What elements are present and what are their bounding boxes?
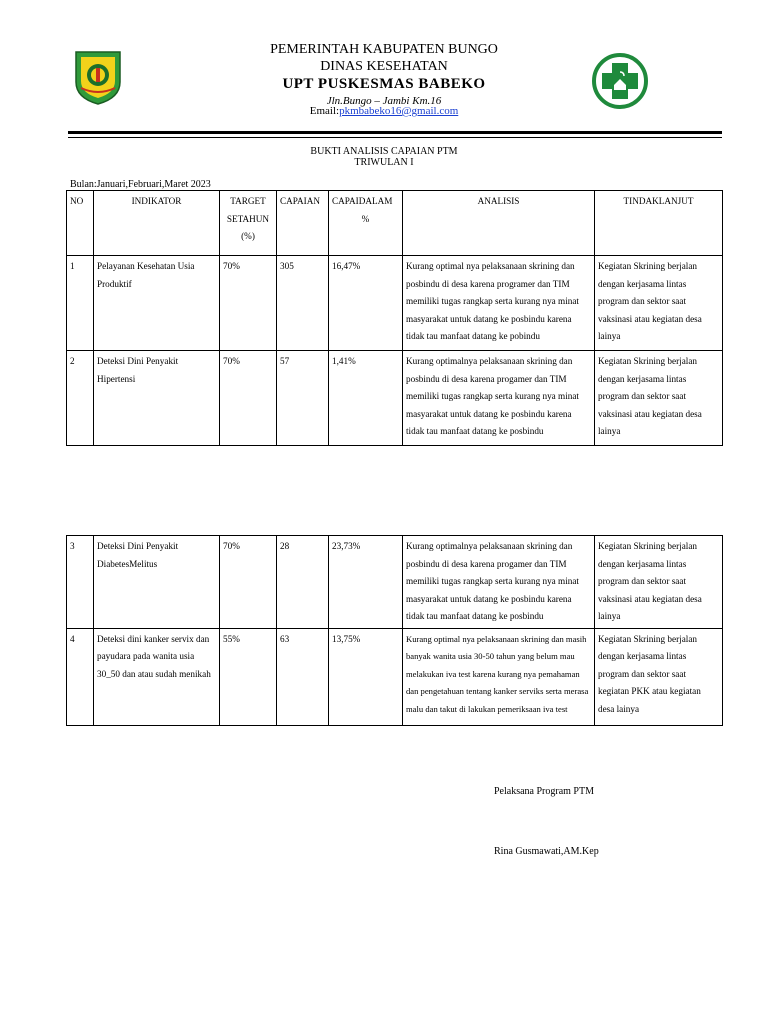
cell-indikator: Deteksi dini kanker servix dan payudara pada wanita usia 30_50 dan atau sudah menikah bbox=[94, 628, 220, 725]
header-no: NO bbox=[67, 191, 94, 256]
cell-analisis: Kurang optimalnya pelaksanaan skrining dan posbindu di desa karena progamer dan TIM memiliki tugas rangkap serta kurang nya minat masyarakat untuk datang ke posbindu karena tidak tau manfaat datang ke posbindu bbox=[403, 351, 595, 446]
table-row bbox=[67, 536, 723, 629]
table-row bbox=[67, 628, 723, 725]
table-row bbox=[67, 351, 723, 446]
cell-no: 3 bbox=[67, 536, 94, 629]
table-header-row bbox=[67, 191, 723, 256]
cell-capaian: 63 bbox=[277, 628, 329, 725]
cell-target: 55% bbox=[220, 628, 277, 725]
header-capaian: CAPAIAN bbox=[277, 191, 329, 256]
cell-capaian: 28 bbox=[277, 536, 329, 629]
cell-tindaklanjut: Kegiatan Skrining berjalan dengan kerjasama lintas program dan sektor saat vaksinasi atau kegiatan desa lainya bbox=[595, 256, 723, 351]
document-subtitle: TRIWULAN I bbox=[354, 157, 414, 168]
header-indikator: INDIKATOR bbox=[94, 191, 220, 256]
cell-persen: 1,41% bbox=[329, 351, 403, 446]
cell-target: 70% bbox=[220, 256, 277, 351]
table-row bbox=[67, 256, 723, 351]
header-target-line1: TARGET bbox=[230, 196, 266, 206]
signature-name: Rina Gusmawati,AM.Kep bbox=[494, 846, 599, 857]
cell-indikator: Deteksi Dini Penyakit DiabetesMelitus bbox=[94, 536, 220, 629]
ptm-analysis-table-continued bbox=[66, 535, 723, 726]
header-capaidalam bbox=[329, 191, 403, 256]
cell-analisis: Kurang optimal nya pelaksanaan skrining dan masih banyak wanita usia 30-50 tahun yang belum mau melakukan iva test karena kurang nya pemahaman dan pengetahuan tentang kanker serviks serta merasa malu dan takut di lakukan pemeriksaan iva test bbox=[403, 628, 595, 725]
period-label: Bulan:Januari,Februari,Maret 2023 bbox=[70, 179, 211, 190]
cell-tindaklanjut: Kegiatan Skrining berjalan dengan kerjasama lintas program dan sektor saat vaksinasi atau kegiatan desa lainya bbox=[595, 536, 723, 629]
cell-target: 70% bbox=[220, 536, 277, 629]
header-capaidalam-line1: CAPAIDALAM bbox=[332, 196, 393, 206]
cell-indikator: Deteksi Dini Penyakit Hipertensi bbox=[94, 351, 220, 446]
cell-no: 2 bbox=[67, 351, 94, 446]
email-label: Email: bbox=[309, 105, 340, 117]
header-department: DINAS KESEHATAN bbox=[320, 59, 448, 74]
header-analisis: ANALISIS bbox=[403, 191, 595, 256]
header-email-line bbox=[0, 105, 768, 117]
header-divider-thin bbox=[68, 137, 722, 138]
cell-analisis: Kurang optimal nya pelaksanaan skrining dan posbindu di desa karena programer dan TIM memiliki tugas rangkap serta kurang nya minat masyarakat untuk datang ke posbindu karena tidak tau manfaat datang ke pobindu bbox=[403, 256, 595, 351]
header-target-line2: SETAHUN bbox=[226, 213, 270, 224]
cell-capaian: 305 bbox=[277, 256, 329, 351]
document-title: BUKTI ANALISIS CAPAIAN PTM bbox=[310, 146, 458, 157]
header-government: PEMERINTAH KABUPATEN BUNGO bbox=[270, 42, 498, 57]
cell-capaian: 57 bbox=[277, 351, 329, 446]
header-target-line3: (%) bbox=[241, 231, 255, 241]
header-target bbox=[220, 191, 277, 256]
cell-target: 70% bbox=[220, 351, 277, 446]
header-address: Jln.Bungo – Jambi Km.16 bbox=[326, 95, 442, 107]
cell-no: 4 bbox=[67, 628, 94, 725]
header-capaidalam-line2: % bbox=[361, 213, 370, 224]
header-divider-thick bbox=[68, 131, 722, 134]
signature-role: Pelaksana Program PTM bbox=[494, 786, 594, 797]
header-puskesmas-name: UPT PUSKESMAS BABEKO bbox=[282, 76, 486, 92]
cell-tindaklanjut: Kegiatan Skrining berjalan dengan kerjasama lintas program dan sektor saat vaksinasi atau kegiatan desa lainya bbox=[595, 351, 723, 446]
cell-persen: 16,47% bbox=[329, 256, 403, 351]
cell-no: 1 bbox=[67, 256, 94, 351]
ptm-analysis-table bbox=[66, 190, 723, 446]
cell-persen: 13,75% bbox=[329, 628, 403, 725]
cell-persen: 23,73% bbox=[329, 536, 403, 629]
cell-analisis: Kurang optimalnya pelaksanaan skrining dan posbindu di desa karena progamer dan TIM memiliki tugas rangkap serta kurang nya minat masyarakat untuk datang ke posbindu karena tidak tau manfaat datang ke posbindu bbox=[403, 536, 595, 629]
email-link[interactable]: pkmbabeko16@gmail.com bbox=[339, 105, 459, 117]
header-tindaklanjut: TINDAKLANJUT bbox=[595, 191, 723, 256]
cell-tindaklanjut: Kegiatan Skrining berjalan dengan kerjasama lintas program dan sektor saat kegiatan PKK atau kegiatan desa lainya bbox=[595, 628, 723, 725]
cell-indikator: Pelayanan Kesehatan Usia Produktif bbox=[94, 256, 220, 351]
